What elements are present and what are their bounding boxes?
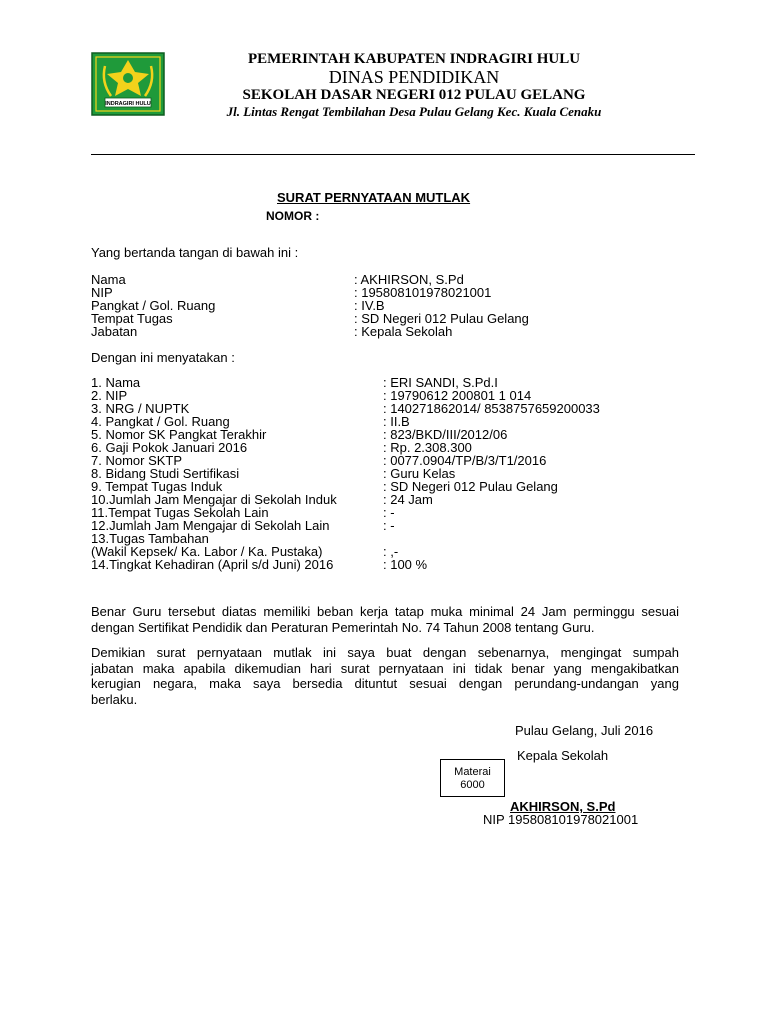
detail-value: : Rp. 2.308.300 — [383, 440, 472, 455]
detail-value: : ,- — [383, 544, 399, 559]
detail-value: : ERI SANDI, S.Pd.I — [383, 375, 498, 390]
detail-value: : 24 Jam — [383, 492, 433, 507]
letterhead-address: Jl. Lintas Rengat Tembilahan Desa Pulau Gelang Kec. Kuala Cenaku — [226, 104, 602, 119]
detail-label: 4. Pangkat / Gol. Ruang — [91, 414, 230, 429]
signatory-label: Pangkat / Gol. Ruang — [91, 298, 216, 313]
detail-label: 8. Bidang Studi Sertifikasi — [91, 466, 240, 481]
revenue-stamp-box — [440, 759, 505, 797]
paragraph-line: Demikian surat pernyataan mutlak ini saya buat dengan sebenarnya, mengingat sumpah — [91, 645, 679, 660]
paragraph-line: Benar Guru tersebut diatas memiliki beban kerja tatap muka minimal 24 Jam perminggu sesuai — [91, 604, 679, 619]
detail-value: : 823/BKD/III/2012/06 — [383, 427, 508, 442]
detail-label: 10.Jumlah Jam Mengajar di Sekolah Induk — [91, 492, 337, 507]
signatory-value: : 195808101978021001 — [354, 285, 492, 300]
signatory-name: AKHIRSON, S.Pd — [510, 799, 616, 814]
place-date: Pulau Gelang, Juli 2016 — [515, 723, 654, 738]
detail-label: 3. NRG / NUPTK — [91, 401, 190, 416]
detail-value: : - — [383, 505, 395, 520]
signatory-label: NIP — [91, 285, 113, 300]
detail-label: 2. NIP — [91, 388, 128, 403]
signatory-value: : IV.B — [354, 298, 385, 313]
detail-value: : - — [383, 518, 395, 533]
signatory-label: Nama — [91, 272, 126, 287]
letterhead-government: PEMERINTAH KABUPATEN INDRAGIRI HULU — [247, 51, 581, 67]
logo-caption: INDRAGIRI HULU — [105, 101, 151, 107]
detail-label: 7. Nomor SKTP — [91, 453, 183, 468]
detail-label: 6. Gaji Pokok Januari 2016 — [91, 440, 248, 455]
paragraph-line: kerugian negara, maka saya bersedia dituntut sesuai dengan perundang-undangan yang — [91, 676, 679, 691]
signatory-value: : Kepala Sekolah — [354, 324, 453, 339]
detail-label: 14.Tingkat Kehadiran (April s/d Juni) 2016 — [91, 557, 334, 572]
detail-label: (Wakil Kepsek/ Ka. Labor / Ka. Pustaka) — [91, 544, 323, 559]
letterhead-divider — [91, 154, 695, 155]
detail-value: : 140271862014/ 8538757659200033 — [383, 401, 600, 416]
paragraph-line: jabatan maka apabila dikemudian hari surat pernyataan ini tidak benar yang mengakibatkan — [91, 660, 679, 676]
signatory-value: : SD Negeri 012 Pulau Gelang — [354, 311, 529, 326]
detail-value: : 0077.0904/TP/B/3/T1/2016 — [383, 453, 547, 468]
letterhead-school: SEKOLAH DASAR NEGERI 012 PULAU GELANG — [242, 87, 586, 103]
detail-label: 11.Tempat Tugas Sekolah Lain — [91, 505, 269, 520]
detail-value: : SD Negeri 012 Pulau Gelang — [383, 479, 558, 494]
paragraph-line: dengan Sertifikat Pendidik dan Peraturan Pemerintah No. 74 Tahun 2008 tentang Guru. — [91, 619, 595, 635]
stamp-label: Materai — [454, 766, 491, 778]
paragraph-line: berlaku. — [91, 691, 138, 707]
detail-label: 5. Nomor SK Pangkat Terakhir — [91, 427, 267, 442]
detail-label: 1. Nama — [91, 375, 141, 390]
signatory-value: : AKHIRSON, S.Pd — [354, 272, 464, 287]
detail-label: 9. Tempat Tugas Induk — [91, 479, 223, 494]
detail-value: : 19790612 200801 1 014 — [383, 388, 532, 403]
signatory-label: Jabatan — [91, 324, 138, 339]
document-title: SURAT PERNYATAAN MUTLAK — [277, 190, 471, 205]
signatory-position: Kepala Sekolah — [517, 748, 609, 763]
detail-value: : Guru Kelas — [383, 466, 456, 481]
signatory-nip: NIP 195808101978021001 — [483, 812, 639, 827]
statement-intro: Dengan ini menyatakan : — [91, 350, 235, 365]
signatory-label: Tempat Tugas — [91, 311, 173, 326]
detail-label: 12.Jumlah Jam Mengajar di Sekolah Lain — [91, 518, 330, 533]
document-number: NOMOR : — [266, 209, 320, 223]
letterhead-department: DINAS PENDIDIKAN — [328, 67, 500, 87]
detail-value: : 100 % — [383, 557, 428, 572]
stamp-value: 6000 — [460, 779, 485, 791]
intro-text: Yang bertanda tangan di bawah ini : — [91, 245, 299, 260]
detail-value: : II.B — [383, 414, 410, 429]
paragraph-declaration — [91, 645, 679, 707]
detail-label: 13.Tugas Tambahan — [91, 531, 209, 546]
paragraph-workload — [91, 604, 679, 635]
